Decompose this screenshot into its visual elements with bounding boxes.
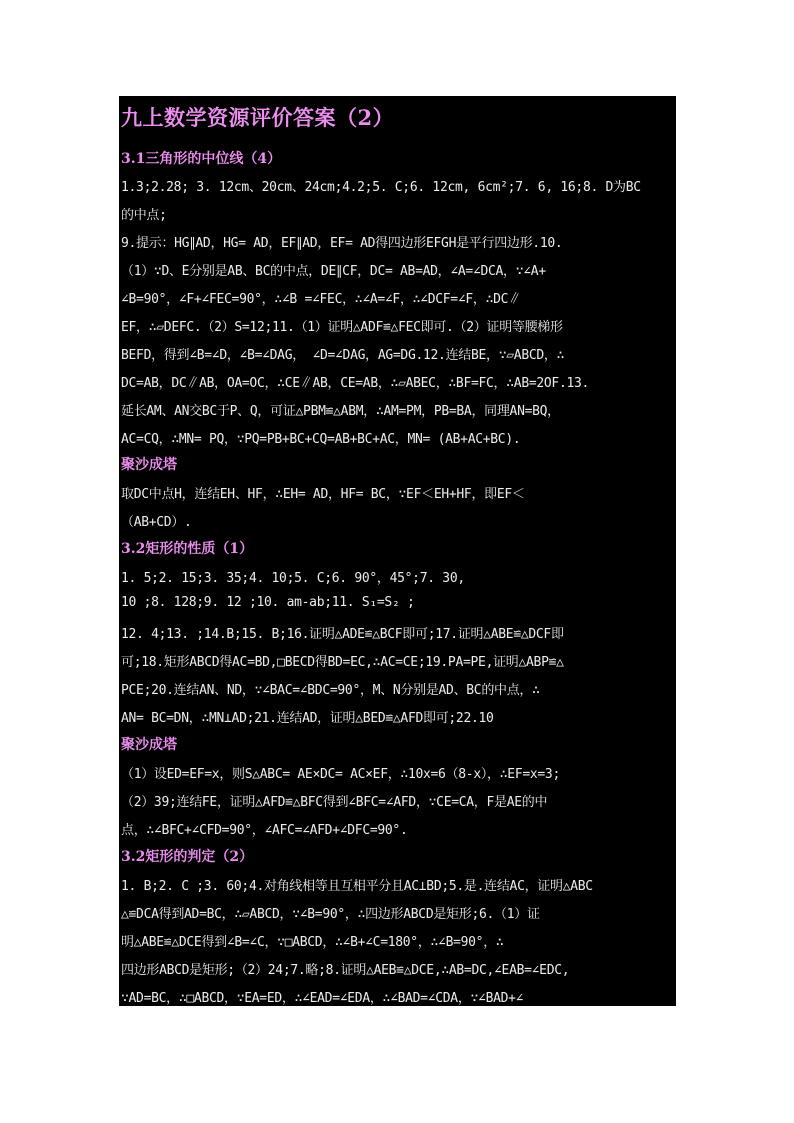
section-heading: 3.2矩形的判定（2） [121, 849, 254, 865]
section-heading: 聚沙成塔 [121, 737, 177, 753]
page-title: 九上数学资源评价答案（2） [121, 105, 395, 130]
text-line: （2）39;连结FE，证明△AFD≌△BFC得到∠BFC=∠AFD，∵CE=CA，F是AE的中 [121, 795, 548, 810]
text-line: 明△ABE≌△DCE得到∠B=∠C，∵□ABCD，∴∠B+∠C=180°，∴∠B=90°，∴ [121, 935, 504, 950]
text-line: PCE;20.连结AN、ND，∵∠BAC=∠BDC=90°，M、N分别是AD、BC的中点，∴ [121, 683, 540, 698]
text-line: 点，∴∠BFC+∠CFD=90°，∠AFC=∠AFD+∠DFC=90°. [121, 823, 408, 838]
text-line: （1）设ED=EF=x，则S△ABC= AE×DC= AC×EF，∴10x=6（8-x），∴EF=x=3; [121, 767, 560, 782]
text-line: EF，∴▱DEFC.（2）S=12;11.（1）证明△ADF≌△FEC即可.（2）证明等腰梯形 [121, 320, 563, 335]
text-line: ∵AD=BC，∴□ABCD，∵EA=ED，∴∠EAD=∠EDA，∴∠BAD=∠CDA，∵∠BAD+∠ [121, 991, 524, 1006]
text-line: （1）∵D、E分别是AB、BC的中点，DE∥CF，DC= AB=AD，∠A=∠DCA，∵∠A+ [121, 264, 546, 279]
text-line: 的中点; [121, 208, 167, 223]
text-line: 1. 5;2. 15;3. 35;4. 10;5. C;6. 90°，45°;7. 30, [121, 571, 465, 586]
text-line: 可;18.矩形ABCD得AC=BD,□BECD得BD=EC,∴AC=CE;19.PA=PE,证明△ABP≌△ [121, 655, 564, 670]
text-line: 1. B;2. C ;3. 60;4.对角线相等且互相平分且AC⊥BD;5.是.连结AC，证明△ABC [121, 879, 593, 894]
section-heading: 3.1三角形的中位线（4） [121, 151, 282, 167]
text-line: 9.提示：HG∥AD，HG= AD，EF∥AD，EF= AD得四边形EFGH是平行四边形.10. [121, 236, 563, 251]
text-line: AC=CQ，∴MN= PQ，∵PQ=PB+BC+CQ=AB+BC+AC，MN= (AB+AC+BC). [121, 432, 521, 447]
text-line: BEFD，得到∠B=∠D，∠B=∠DAG， ∠D=∠DAG，AG=DG.12.连结BE，∵▱ABCD，∴ [121, 348, 565, 363]
text-line: （AB+CD）. [121, 515, 192, 530]
text-line: 延长AM、AN交BC于P、Q，可证△PBM≌△ABM，∴AM=PM，PB=BA，同理AN=BQ， [121, 404, 560, 419]
text-line: 12. 4;13. ;14.B;15. B;16.证明△ADE≌△BCF即可;17.证明△ABE≌△DCF即 [121, 627, 564, 642]
text-line: 四边形ABCD是矩形;（2）24;7.略;8.证明△AEB≌△DCE,∴AB=DC,∠EAB=∠EDC, [121, 963, 570, 978]
section-heading: 3.2矩形的性质（1） [121, 541, 254, 557]
section-heading: 聚沙成塔 [121, 457, 177, 473]
text-line: AN= BC=DN，∴MN⊥AD;21.连结AD，证明△BED≌△AFD即可;22.10 [121, 711, 494, 726]
text-line: 10 ;8. 128;9. 12 ;10. am-ab;11. S₁=S₂ ; [121, 595, 415, 610]
answer-page [119, 96, 676, 1006]
text-line: 1.3;2.28; 3. 12cm、20cm、24cm;4.2;5. C;6. 12cm, 6cm²;7. 6, 16;8. D为BC [121, 180, 641, 195]
text-line: △≌DCA得到AD=BC，∴▱ABCD，∵∠B=90°，∴四边形ABCD是矩形;6.（1）证 [121, 907, 540, 922]
text-line: ∠B=90°，∠F+∠FEC=90°，∴∠B =∠FEC，∴∠A=∠F，∴∠DCF=∠F，∴DC∥ [121, 292, 521, 307]
text-line: DC=AB，DC∥AB，OA=OC，∴CE∥AB，CE=AB，∴▱ABEC，∴BF=FC，∴AB=2OF.13. [121, 376, 590, 391]
text-line: 取DC中点H，连结EH、HF，∴EH= AD，HF= BC，∵EF＜EH+HF，即EF＜ [121, 487, 525, 502]
